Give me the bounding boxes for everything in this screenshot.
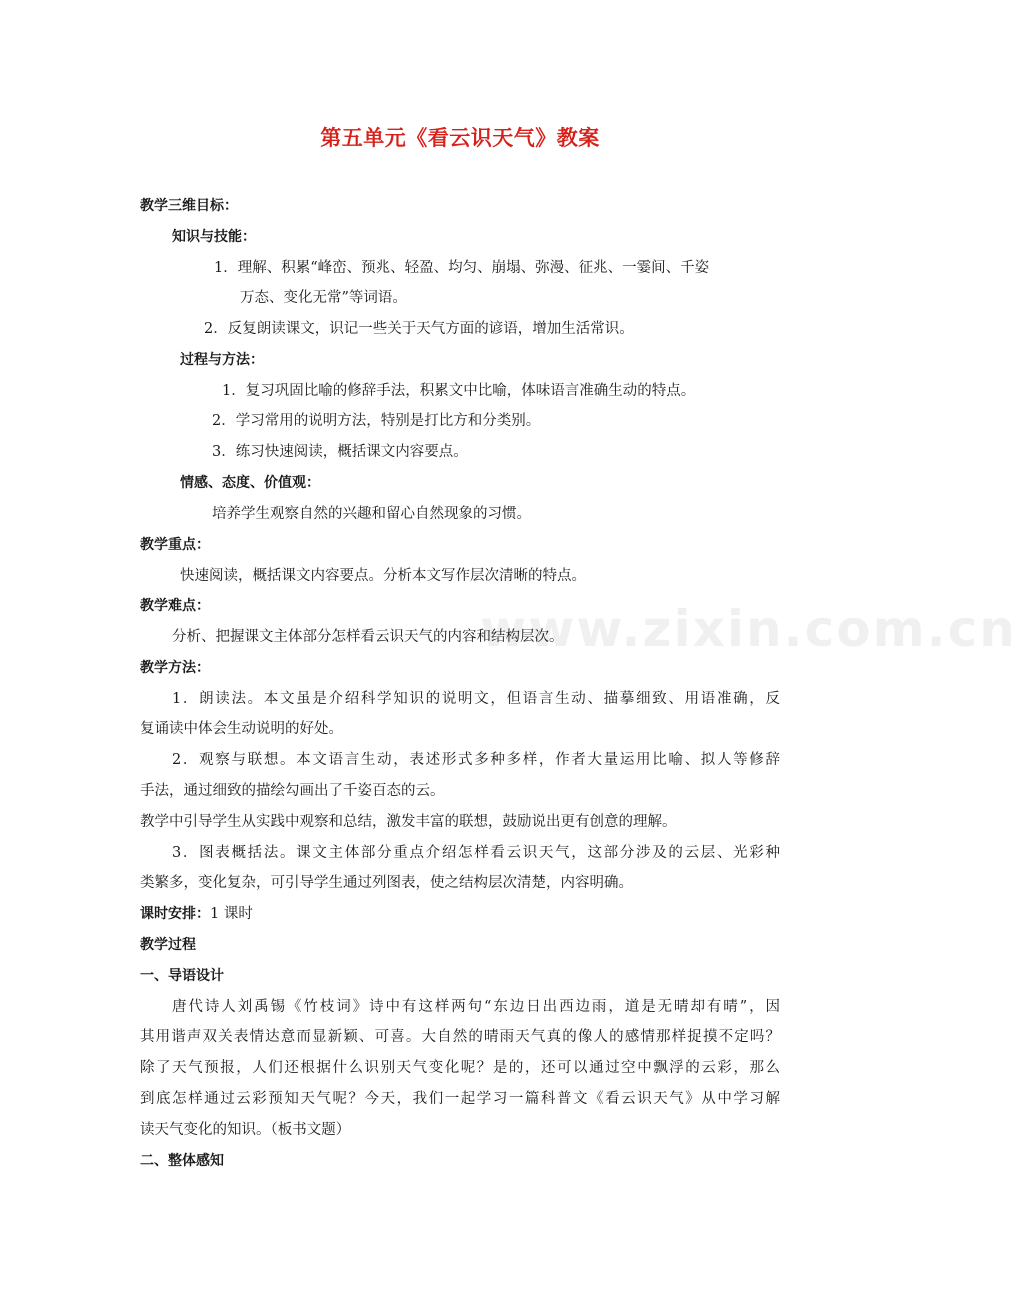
focus-text: 快速阅读，概括课文内容要点。分析本文写作层次清晰的特点。 (180, 568, 586, 584)
watermark: www.zixin.com.cn (480, 600, 1017, 658)
emotion-heading: 情感、态度、价值观： (180, 475, 320, 491)
difficulty-heading: 教学难点： (140, 598, 210, 614)
schedule-value: 1 课时 (210, 906, 253, 922)
process-item-2: 2．学习常用的说明方法，特别是打比方和分类别。 (212, 413, 541, 429)
method-item-2a: 2．观察与联想。本文语言生动，表述形式多种多样，作者大量运用比喻、拟人等修辞 (172, 752, 780, 768)
method-item-1a: 1．朗读法。本文虽是介绍科学知识的说明文，但语言生动、描摹细致、用语准确，反 (172, 691, 780, 707)
method-item-2c: 教学中引导学生从实践中观察和总结，激发丰富的联想，鼓励说出更有创意的理解。 (140, 814, 677, 830)
method-item-3a: 3．图表概括法。课文主体部分重点介绍怎样看云识天气，这部分涉及的云层、光彩种 (172, 845, 780, 861)
process-item-3: 3．练习快速阅读，概括课文内容要点。 (212, 444, 468, 460)
difficulty-text: 分析、把握课文主体部分怎样看云识天气的内容和结构层次。 (172, 629, 564, 645)
focus-heading: 教学重点： (140, 537, 210, 553)
method-heading: 教学方法： (140, 660, 210, 676)
knowledge-item-2: 2．反复朗读课文，识记一些关于天气方面的谚语，增加生活常识。 (204, 321, 634, 337)
goals-heading: 教学三维目标： (140, 198, 238, 214)
section-1-line-b: 其用谐声双关表情达意而显新颖、可喜。大自然的晴雨天气真的像人的感情那样捉摸不定吗？ (140, 1029, 780, 1045)
emotion-item-1: 培养学生观察自然的兴趣和留心自然现象的习惯。 (212, 506, 531, 522)
section-1-line-a: 唐代诗人刘禹锡《竹枝词》诗中有这样两句“东边日出西边雨，道是无晴却有晴”，因 (172, 999, 780, 1015)
knowledge-heading: 知识与技能： (172, 229, 256, 245)
section-1-heading: 一、导语设计 (140, 968, 224, 984)
process-heading: 过程与方法： (180, 352, 264, 368)
section-1-line-e: 读天气变化的知识。（板书文题） (140, 1122, 351, 1138)
method-item-3b: 类繁多，变化复杂，可引导学生通过列图表，使之结构层次清楚，内容明确。 (140, 875, 633, 891)
section-2-heading: 二、整体感知 (140, 1153, 224, 1169)
method-item-2b: 手法，通过细致的描绘勾画出了千姿百态的云。 (140, 783, 445, 799)
process-item-1: 1．复习巩固比喻的修辞手法，积累文中比喻，体味语言准确生动的特点。 (222, 383, 696, 399)
section-1-line-c: 除了天气预报，人们还根据什么识别天气变化呢？是的，还可以通过空中飘浮的云彩，那么 (140, 1060, 780, 1076)
teaching-process-title: 教学过程 (140, 937, 196, 953)
section-1-line-d: 到底怎样通过云彩预知天气呢？今天，我们一起学习一篇科普文《看云识天气》从中学习解 (140, 1091, 780, 1107)
knowledge-item-1b: 万态、变化无常”等词语。 (240, 290, 407, 306)
method-item-1b: 复诵读中体会生动说明的好处。 (140, 721, 343, 737)
document-title: 第五单元《看云识天气》教案 (320, 126, 600, 150)
schedule-line (140, 904, 253, 924)
knowledge-item-1a: 1．理解、积累“峰峦、预兆、轻盈、均匀、崩塌、弥漫、征兆、一霎间、千姿 (214, 260, 710, 276)
schedule-label: 课时安排： (140, 906, 210, 922)
